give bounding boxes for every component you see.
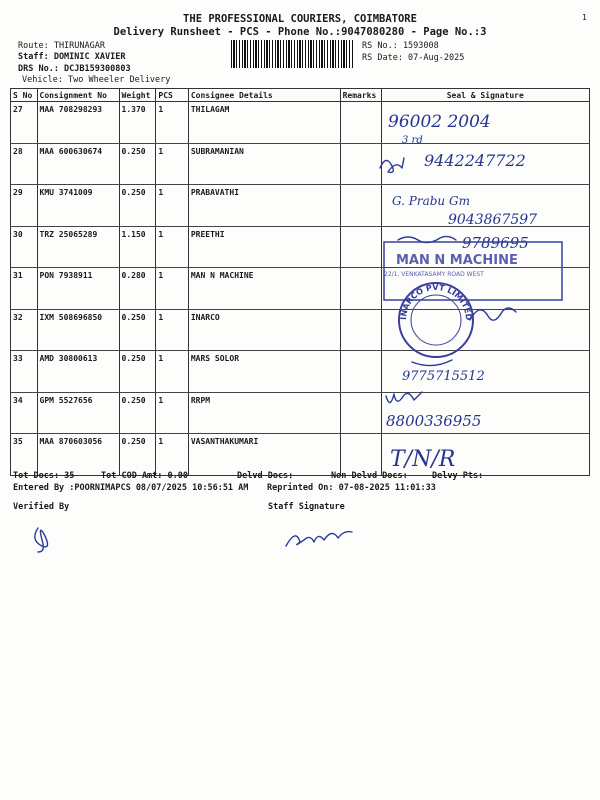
cell-sno: 35 [11, 434, 38, 476]
cell-consignee: PREETHI [188, 226, 340, 268]
drs-number: DRS No.: DCJB159300803 [18, 64, 131, 74]
cell-consignment: PON 7938911 [37, 268, 119, 310]
col-consignee: Consignee Details [188, 89, 340, 102]
col-weight: Weight [119, 89, 156, 102]
round-seal-inner [411, 295, 461, 345]
cell-consignment: MAA 870603056 [37, 434, 119, 476]
cell-consignment: GPM 5527656 [37, 392, 119, 434]
cell-weight: 0.250 [119, 309, 156, 351]
cell-weight: 0.250 [119, 434, 156, 476]
cell-weight: 0.250 [119, 392, 156, 434]
cell-consignee: RRPM [188, 392, 340, 434]
stamp-text-address: 22/1, VENKATASAMY ROAD WEST [384, 271, 484, 278]
rs-number: RS No.: 1593008 [362, 41, 439, 51]
scribble-33 [412, 360, 452, 366]
staff-label: Staff: DOMINIC XAVIER [18, 52, 126, 62]
cell-pcs: 1 [156, 102, 188, 144]
cell-consignee: MAN N MACHINE [188, 268, 340, 310]
cell-consignment: IXM 508696850 [37, 309, 119, 351]
cell-weight: 1.370 [119, 102, 156, 144]
cell-consignment: MAA 600630674 [37, 143, 119, 185]
cell-weight: 0.250 [119, 351, 156, 393]
cell-sno: 27 [11, 102, 38, 144]
cell-consignee: VASANTHAKUMARI [188, 434, 340, 476]
cell-sno: 28 [11, 143, 38, 185]
cell-sno: 34 [11, 392, 38, 434]
verified-by-label: Verified By [13, 502, 70, 512]
cell-consignment: KMU 3741009 [37, 185, 119, 227]
cell-consignee: INARCO [188, 309, 340, 351]
cell-sno: 33 [11, 351, 38, 393]
handwritten-phone-30: 9789695 [462, 234, 529, 252]
cell-pcs: 1 [156, 392, 188, 434]
signature-28 [380, 158, 404, 172]
signature-32 [470, 308, 516, 320]
cell-consignment: MAA 708298293 [37, 102, 119, 144]
col-consignment: Consignment No [37, 89, 119, 102]
cell-pcs: 1 [156, 143, 188, 185]
route-label: Route: THIRUNAGAR [18, 41, 105, 51]
total-cod-amount: Tot COD Amt: 0.00 [101, 471, 188, 481]
rs-date: RS Date: 07-Aug-2025 [362, 53, 465, 63]
col-sno: S No [11, 89, 38, 102]
handwritten-phone-28: 9442247722 [424, 151, 526, 170]
cell-pcs: 1 [156, 268, 188, 310]
cell-pcs: 1 [156, 226, 188, 268]
handwritten-name-29: G. Prabu Gm [392, 194, 470, 208]
staff-signature-scribble [286, 532, 352, 546]
cell-weight: 0.250 [119, 185, 156, 227]
reprinted-on: Reprinted On: 07-08-2025 11:01:33 [267, 483, 436, 493]
cell-consignee: THILAGAM [188, 102, 340, 144]
cell-consignee: PRABAVATHI [188, 185, 340, 227]
cell-sno: 29 [11, 185, 38, 227]
handwritten-phone-33: 9775715512 [402, 369, 485, 384]
cell-sno: 31 [11, 268, 38, 310]
vehicle-label: Vehicle: Two Wheeler Delivery [22, 75, 171, 85]
company-title: THE PROFESSIONAL COURIERS, COIMBATORE [183, 13, 417, 25]
cell-consignee: SUBRAMANIAN [188, 143, 340, 185]
handwritten-note-27: 3 rd [402, 135, 423, 146]
handwritten-phone-34: 8800336955 [386, 412, 482, 430]
cell-weight: 0.280 [119, 268, 156, 310]
delivery-points: Delvy Pts: [432, 471, 484, 481]
cell-pcs: 1 [156, 351, 188, 393]
seal-text: INARCO PVT LIMITED [398, 282, 474, 321]
cell-consignment: TRZ 25065289 [37, 226, 119, 268]
runsheet-subtitle: Delivery Runsheet - PCS - Phone No.:9047080280 - Page No.:3 [113, 26, 487, 38]
col-pcs: PCS [156, 89, 188, 102]
page-mark: 1 [582, 13, 587, 22]
cell-pcs: 1 [156, 185, 188, 227]
cell-weight: 0.250 [119, 143, 156, 185]
cell-weight: 1.150 [119, 226, 156, 268]
cell-sno: 30 [11, 226, 38, 268]
cell-consignment: AMD 30800613 [37, 351, 119, 393]
verified-signature [35, 528, 48, 552]
signature-34 [386, 392, 422, 403]
handwritten-phone-27: 96002 2004 [388, 112, 491, 132]
cell-pcs: 1 [156, 309, 188, 351]
stamp-text-company: MAN N MACHINE [396, 253, 518, 268]
handwritten-phone-29: 9043867597 [448, 212, 538, 228]
cell-pcs: 1 [156, 434, 188, 476]
total-docs: Tot Docs: 35 [13, 471, 75, 481]
delivered-docs: Delvd Docs: [237, 471, 294, 481]
col-remarks: Remarks [340, 89, 381, 102]
cell-sno: 32 [11, 309, 38, 351]
non-delivered-docs: Non Delvd Docs: [331, 471, 408, 481]
col-seal-signature: Seal & Signature [381, 89, 590, 102]
cell-consignee: MARS SOLOR [188, 351, 340, 393]
entered-by: Entered By :POORNIMAPCS 08/07/2025 10:56:51 AM [13, 483, 249, 493]
staff-signature-label: Staff Signature [268, 502, 345, 512]
handwritten-initials-35: T/N/R [390, 447, 456, 472]
